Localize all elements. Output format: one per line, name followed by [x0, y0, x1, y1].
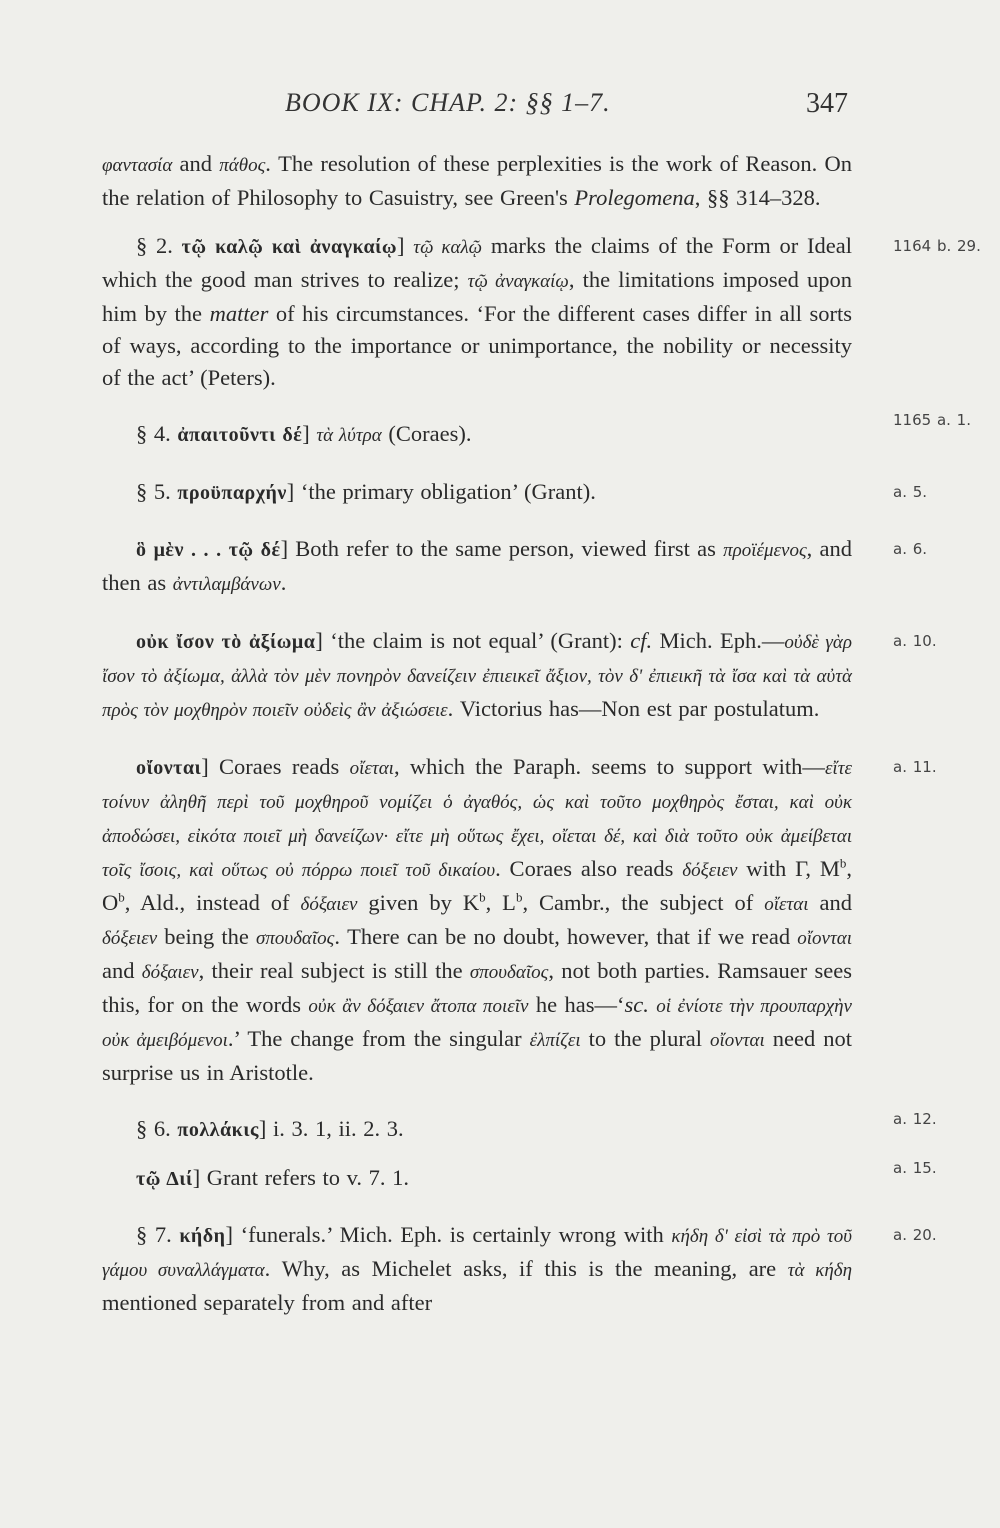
margin-reference: a. 6. [893, 540, 928, 558]
text-segment: , the limitations imposed upon him by the [102, 267, 852, 326]
text-segment: ] ‘the claim is not equal’ (Grant): [315, 628, 631, 653]
page-number: 347 [806, 88, 848, 119]
text-segment: need not surprise us in Aristotle. [102, 1026, 852, 1085]
text-segment: mentioned separately from and after [102, 1290, 433, 1315]
greek-quote: δόξαιεν [300, 894, 358, 915]
commentary-body [102, 148, 981, 1319]
text-segment: b [839, 855, 847, 871]
greek-quote: ἐλπίζει [529, 1030, 581, 1051]
note-a11 [102, 751, 937, 1089]
text-segment: marks the claims of the Form or Ideal which the good man strives to realize; [102, 233, 853, 292]
text-segment: § 6. [136, 1116, 178, 1141]
italic-text: cf. [630, 628, 653, 653]
lemma-text: τῷ καλῷ καὶ ἀναγκαίῳ [181, 236, 398, 258]
note-a5 [102, 476, 928, 509]
italic-text: sc. [624, 992, 649, 1017]
text-segment: to the plural [580, 1026, 711, 1051]
greek-quote: οἱ ἐνίοτε τὴν προυπαρχὴν οὐκ ἀμειβόμενοι [102, 996, 852, 1051]
greek-quote: οἴεται [764, 894, 809, 915]
text-segment: ] i. 3. 1, ii. 2. 3. [258, 1116, 404, 1141]
text-segment: ] [302, 421, 317, 446]
text-segment: . Victorius has—Non est par postulatum. [447, 696, 820, 721]
italic-text: Prolegomena [574, 185, 695, 210]
text-segment: , which the Paraph. seems to support with— [393, 754, 825, 779]
text-segment: , Ald., instead of [124, 890, 301, 915]
note-a15 [102, 1159, 937, 1195]
text-segment: , not both parties. Ramsauer sees this, for on the words [102, 958, 852, 1017]
text-segment: § 5. [136, 479, 178, 504]
text-segment: § 2. [136, 233, 182, 258]
text-segment: being the [157, 924, 256, 949]
greek-quote: τὰ κήδη [787, 1260, 852, 1281]
note-1164b29 [102, 230, 981, 394]
greek-quote: εἴτε τοίνυν ἀληθῆ περὶ τοῦ μοχθηροῦ νομίζει ὁ ἀγαθός, ὡς καὶ τοῦτο μοχθηρὸς ἔσται, καὶ οὐκ ἀποδώσει, εἰκότα ποιεῖ μὴ δανείζων· εἴτε μὴ οὕτως ἔχει, οἴεται δέ, καὶ διὰ τοῦτο οὐκ ἀμείβεται τοῖς ἴσοις, καὶ οὕτως οὐ πόρρω ποιεῖ τοῦ δικαίου [102, 758, 852, 881]
lemma-text: προϋπαρχήν [177, 482, 287, 504]
margin-reference: a. 10. [893, 632, 937, 650]
text-segment: . [280, 570, 287, 595]
text-segment: given by K [357, 890, 480, 915]
paragraph [102, 148, 852, 214]
text-segment: . Coraes also reads [495, 856, 683, 881]
text-segment: , Cambr., the subject of [522, 890, 765, 915]
italic-text: matter [209, 301, 269, 326]
text-segment: , and then as [102, 536, 852, 595]
greek-quote: προϊέμενος [723, 540, 807, 561]
margin-reference: 1165 a. 1. [893, 411, 971, 429]
lemma-text: ὃ μὲν . . . τῷ δέ [136, 539, 281, 561]
greek-quote: οἴονται [710, 1030, 765, 1051]
greek-quote: οὐκ ἂν δόξαιεν ἄτοπα ποιεῖν [308, 996, 529, 1017]
text-segment: ] ‘funerals.’ Mich. Eph. is certainly wrong with [225, 1222, 672, 1247]
text-segment: , their real subject is still the [198, 958, 470, 983]
text-segment: he has—‘ [528, 992, 625, 1017]
text-segment: Mich. Eph.— [652, 628, 785, 653]
lemma-text: οὐκ ἴσον τὸ ἀξίωμα [136, 631, 316, 653]
greek-quote: σπουδαῖος [255, 928, 335, 949]
greek-quote: δόξαιεν [141, 962, 199, 983]
lemma-text: πολλάκις [177, 1119, 259, 1141]
text-segment: . The resolution of these perplexities is the work of Reason. On the relation of Philosophy to Casuistry, see Green's [102, 151, 852, 210]
lemma-text: οἴονται [136, 757, 202, 779]
page-header [0, 88, 1000, 128]
text-segment: b [515, 889, 523, 905]
text-segment: ] Coraes reads [201, 754, 350, 779]
text-segment: ] Grant refers to v. 7. 1. [192, 1165, 410, 1190]
text-segment: .’ The change from the singular [227, 1026, 530, 1051]
note-a10 [102, 625, 937, 727]
greek-quote: οὐδὲ γὰρ ἴσον τὸ ἀξίωμα, ἀλλὰ τὸν μὲν πονηρὸν δανείζειν ἐπιεικεῖ ἄξιον, τὸν δ' ἐπιεικῆ τὰ ἴσα καὶ τὰ αὐτὰ πρὸς τὸν μοχθηρὸν ποιεῖν οὐδεὶς ἂν ἀξιώσειε [102, 632, 852, 721]
greek-quote: σπουδαῖος [469, 962, 549, 983]
margin-reference: a. 15. [893, 1159, 937, 1177]
text-segment: b [479, 889, 486, 905]
margin-reference: a. 5. [893, 483, 928, 501]
greek-quote: οἴονται [797, 928, 852, 949]
greek-quote: δόξειεν [102, 928, 158, 949]
greek-quote: δόξειεν [682, 860, 738, 881]
note-a20 [102, 1219, 937, 1319]
text-segment: , O [102, 856, 853, 915]
lemma-text: τῷ Διί [136, 1168, 193, 1190]
text-segment: § 4. [136, 421, 178, 446]
greek-quote: τῷ καλῷ [413, 237, 483, 258]
text-segment: , §§ 314–328. [694, 185, 821, 210]
lemma-text: ἀπαιτοῦντι δέ [177, 424, 303, 446]
text-segment: ] Both refer to the same person, viewed first as [280, 536, 724, 561]
margin-reference: a. 20. [893, 1226, 937, 1244]
margin-reference: a. 12. [893, 1110, 937, 1128]
text-segment: ] ‘the primary obligation’ (Grant). [286, 479, 596, 504]
text-segment: , L [485, 890, 516, 915]
text-segment: (Coraes). [381, 421, 472, 446]
text-segment: . Why, as Michelet asks, if this is the meaning, are [264, 1256, 788, 1281]
text-segment: and [808, 890, 852, 915]
greek-quote: τῷ ἀναγκαίῳ [467, 271, 569, 292]
text-segment: and [172, 151, 220, 176]
greek-quote: φαντασία [102, 155, 173, 176]
text-segment: ] [397, 233, 414, 258]
greek-quote: οἴεται [349, 758, 394, 779]
margin-reference: a. 11. [893, 758, 937, 776]
greek-quote: τὰ λύτρα [316, 425, 382, 446]
note-a6 [102, 533, 928, 601]
text-segment: of his circumstances. ‘For the different cases differ in all sorts of ways, according to the importance or unimportance, the nobility or necessity of the act’ (Peters). [102, 301, 852, 390]
text-segment: with Γ, M [737, 856, 840, 881]
greek-quote: κήδη δ' εἰσὶ τὰ πρὸ τοῦ γάμου συναλλάγματα [102, 1226, 852, 1281]
text-segment: b [118, 889, 125, 905]
note-1165a1 [102, 411, 971, 452]
greek-quote: πάθος [219, 155, 266, 176]
text-segment: and [102, 958, 142, 983]
text-segment: § 7. [136, 1222, 180, 1247]
margin-reference: 1164 b. 29. [893, 237, 981, 255]
note-a12 [102, 1110, 937, 1146]
text-segment: . There can be no doubt, however, that if we read [334, 924, 798, 949]
running-head: BOOK IX: CHAP. 2: §§ 1–7. [285, 88, 611, 117]
lemma-text: κήδη [179, 1225, 226, 1247]
greek-quote: ἀντιλαμβάνων [172, 574, 281, 595]
